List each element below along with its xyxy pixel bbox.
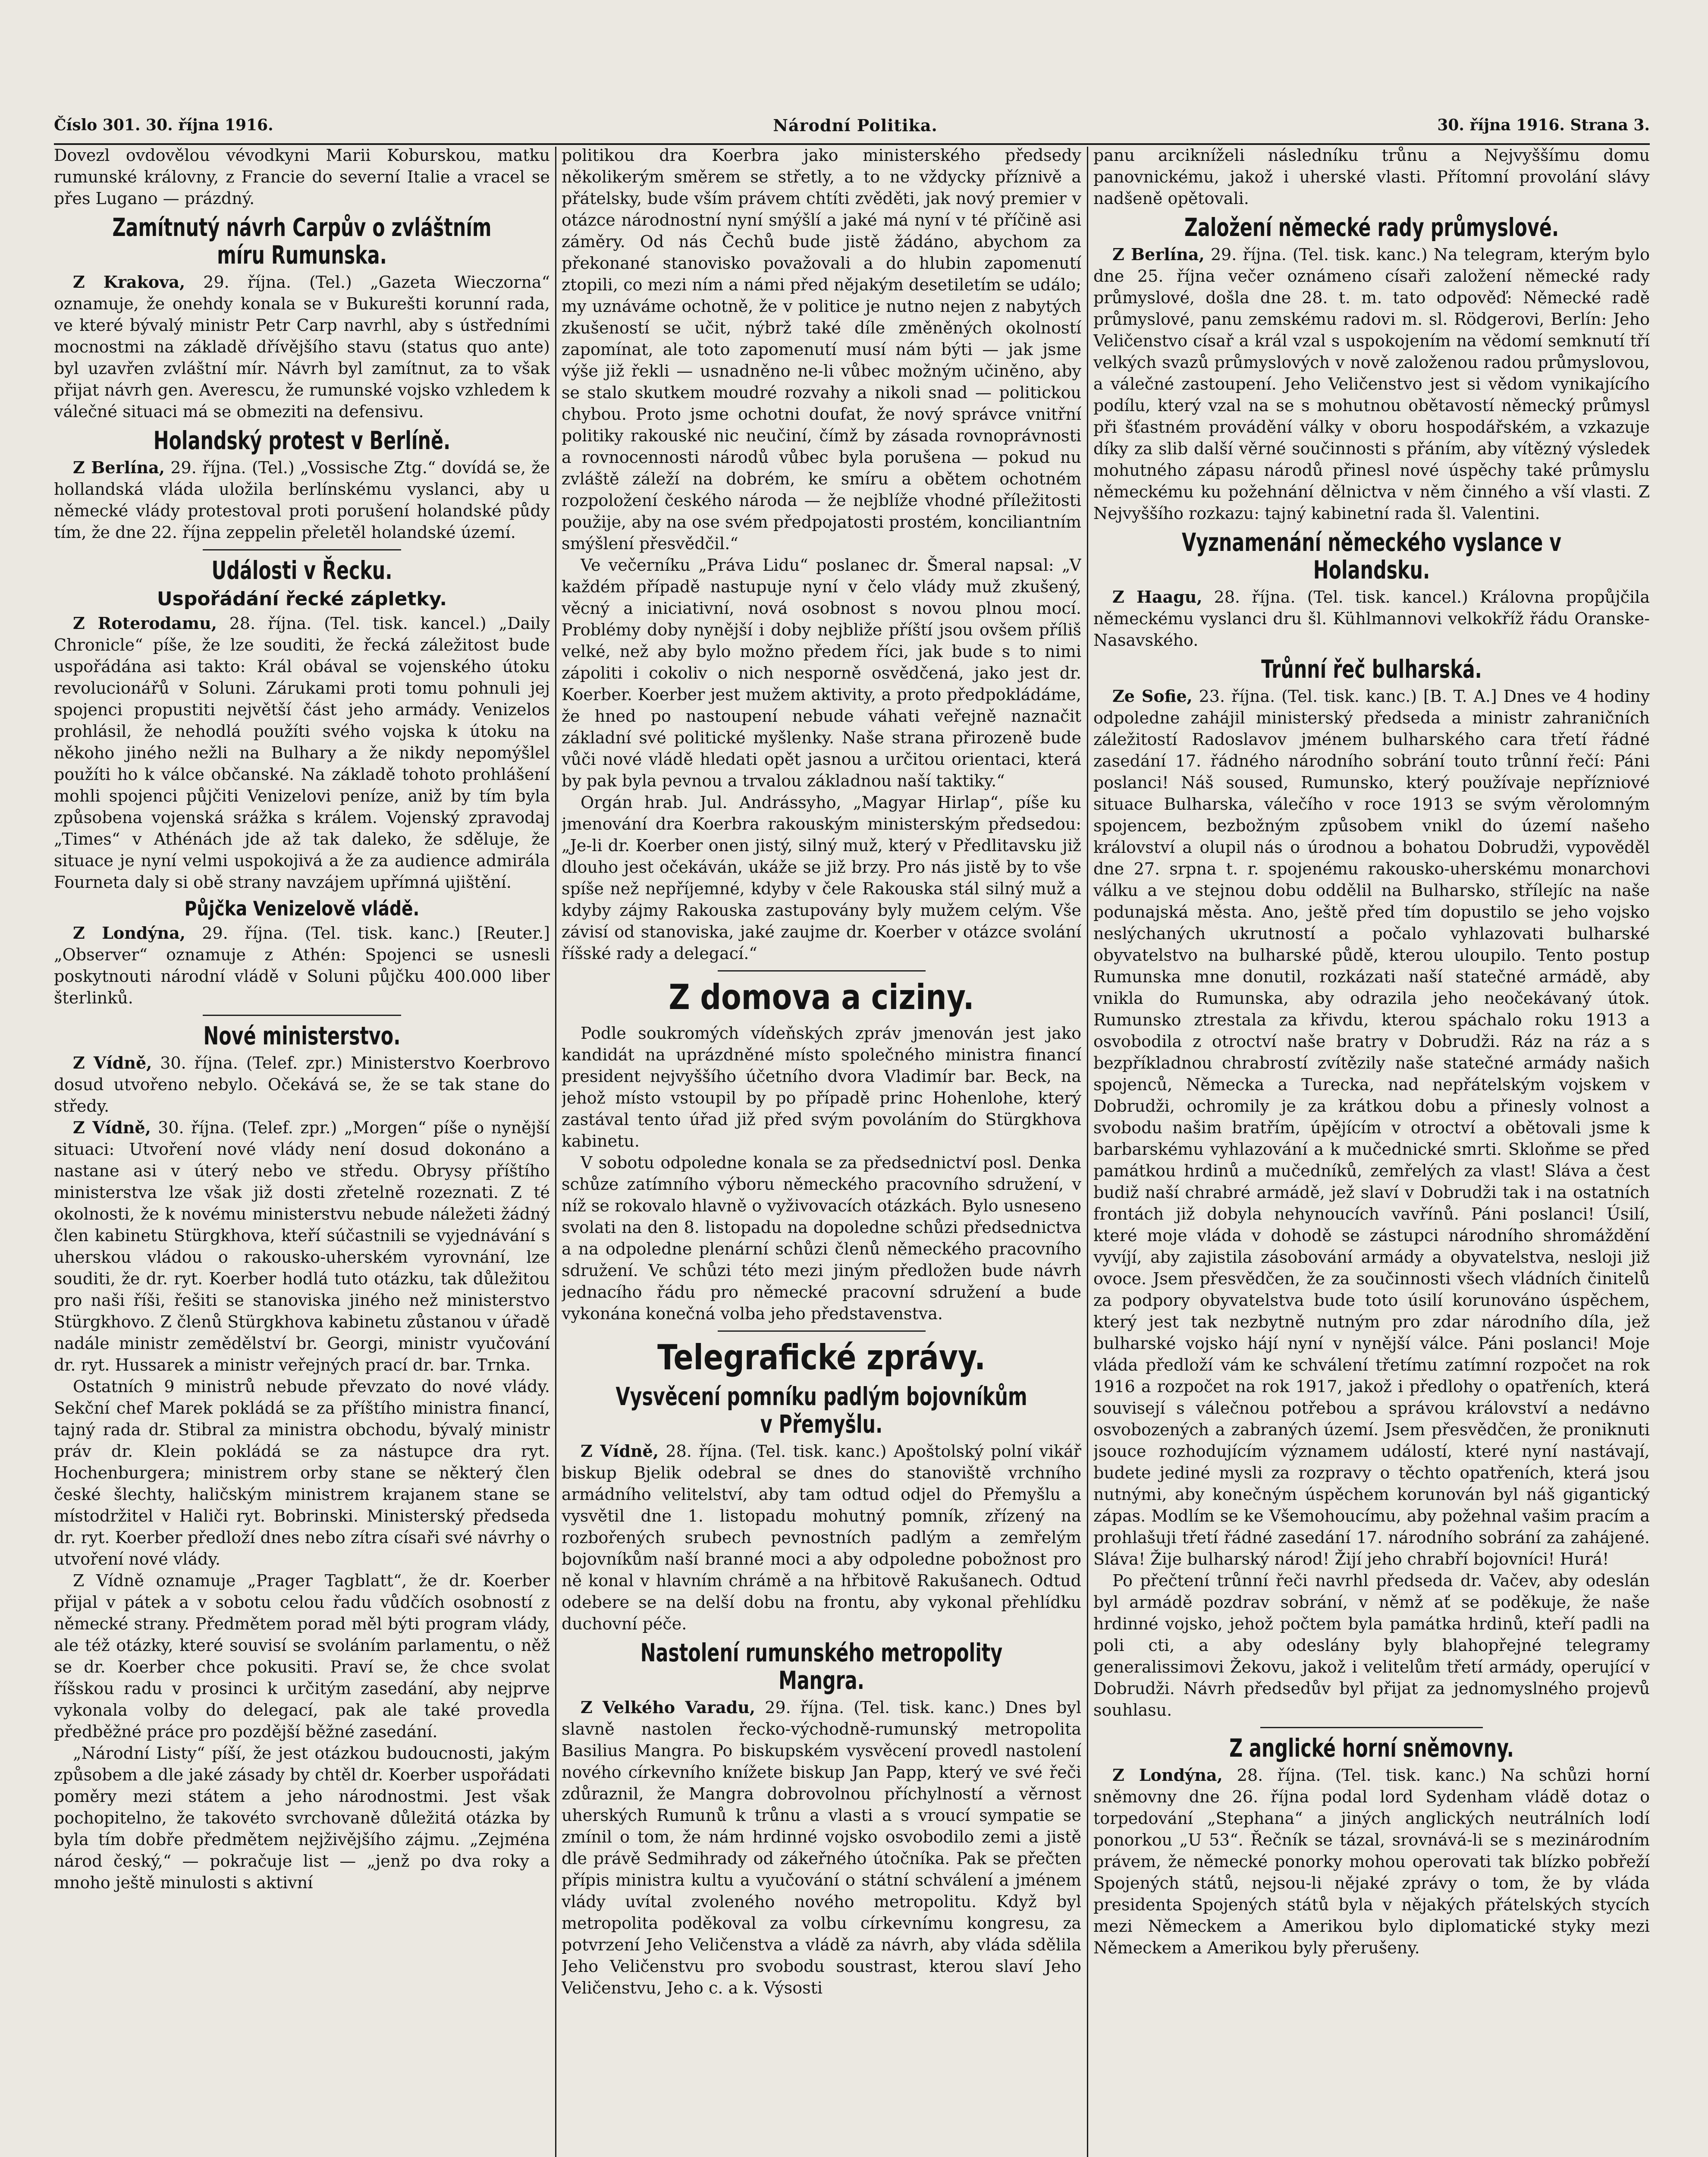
dateline: Z Londýna, xyxy=(73,923,186,943)
section-heading-telegraph: Telegrafické zprávy. xyxy=(657,1337,986,1377)
article-text: Po přečtení trůnní řeči navrhl předseda dr. Vačev, aby odeslán byl armádě pozdrav sobrání, v němž ať se poděkuje, že naše hrdinné vojsko, jehož počtem byla památka hrdinů, kteří padli na poli cti, a aby odeslány byly blahopřejné telegramy generalissimovi Žekovu, jakož i velitelům třetí armády, operující v Dobrudži. Návrh předsedův byl přijat za jednomyslného projevů souhlasu. xyxy=(1093,1571,1650,1720)
dateline: Z Roterodamu, xyxy=(73,613,217,633)
header-issue-date: Číslo 301. 30. října 1916. xyxy=(54,116,273,134)
page-header xyxy=(54,108,1650,142)
separator xyxy=(203,549,401,550)
article-text: Podle soukromých vídeňských zpráv jmenován jest jako kandidát na uprázdněné místo společného ministra financí president nejvyššího účetního dvora Vladimír bar. Beck, na jehož místo vstoupil by po případě princ Hohenlohe, který zastával tento úřad již před svým povoláním do Stürgkhova kabinetu. xyxy=(562,1024,1081,1151)
article-text: Ostatních 9 ministrů nebude převzato do nové vlády. Sekční chef Marek pokládá se za příštího ministra financí, tajný rada dr. Stibral za ministra obchodu, bývalý ministr práv dr. Klein pokládá se za nástupce dra ryt. Hochenburgera; ministrem orby stane se některý člen české šlechty, haličským ministrem krajanem stane se místodržitel v Haliči ryt. Bobrinski. Ministerský předseda dr. ryt. Koerber předloží dnes nebo zítra císaři své návrhy o utvoření nové vlády. xyxy=(54,1377,550,1569)
headline-industry-council: Založení německé rady průmyslové. xyxy=(1184,213,1559,242)
article-text: 28. října. (Tel. tisk. kancel.) „Daily Chronicle“ píše, že lze souditi, že řecká záležitost bude uspořádána asi takto: Král obával se vojenského útoku revolucionářů v Soluni. Zárukami proti tomu pohnuli jej spojenci propustiti největší část jeho armády. Venizelos prohlásil, že nehodlá použíti svého vojska k útoku na někoho jiného nežli na Bulhary a že nikdy nepomýšlel použíti ho k válce občanské. Na základě tohoto prohlášení mohli spojenci půjčiti Venizelovi peníze, aniž by tím byla způsobena vojenská srážka s králem. Vojenský zpravodaj „Times“ v Athénách jde až tak daleko, že sděluje, že situace je nyní velmi uspokojivá a že za audience admirála Fourneta daly si obě strany navzájem upřímná ujištění. xyxy=(54,614,550,892)
separator xyxy=(718,1330,926,1332)
headline-envoy: Vyznamenání německého vyslance v Holandsku. xyxy=(1181,528,1562,585)
headline-monument: Vysvěcení pomníku padlým bojovníkům v Přemyšlu. xyxy=(615,1382,1027,1439)
headline-metropolitan: Nastolení rumunského metropolity Mangra. xyxy=(640,1638,1003,1695)
dateline: Z Haagu, xyxy=(1112,587,1203,607)
article-text: Orgán hrab. Jul. Andrássyho, „Magyar Hirlap“, píše ku jmenování dra Koerbra rakouským ministerským předsedou: „Je-li dr. Koerber onen jistý, silný muž, který v Předlitavsku již dlouho jest očekáván, ukáže se již brzy. Pro nás jistě by to vše spíše než nepříjemné, kdyby v čele Rakouska stál silný muž a kdyby zájmy Rakouska zastupovány byly mužem celým. Vše závisí od stanoviska, jaké zaujme dr. Koerber v otázce svolání říšské rady a delegací.“ xyxy=(562,793,1081,963)
headline-bulgarian-speech: Trůnní řeč bulharská. xyxy=(1261,654,1482,684)
dateline: Z Krakova, xyxy=(73,272,185,292)
dateline: Z Velkého Varadu, xyxy=(581,1698,756,1717)
masthead-title: Národní Politika. xyxy=(773,115,938,135)
dateline: Z Vídně, xyxy=(73,1053,152,1072)
article-text: 29. října. (Tel. tisk. kanc.) Dnes byl slavně nastolen řecko-východně-rumunský metropolita Basilius Mangra. Po biskupském vysvěcení provedl nastolení nového církevního knížete biskup Jan Papp, který ve své řeči zdůraznil, že Mangra dobrovolnou příchylností a věrnost uherských Rumunů k trůnu a vlasti a s vroucí sympatie se zmínil o tom, že nám hrdinné vojsko osvobodilo zemi a jistě dle právě Sedmihrady od zákeřného útočníka. Pak se přečten přípis ministra kultu a vyučování o státní schválení a jménem vlády uvítal zvoleného nového metropolitu. Když byl metropolita poděkoval za volbu církevnímu kongresu, za potvrzení Jeho Veličenstva a vládě za návrh, aby vláda sdělila Jeho Veličenstvu pro svobodu soustrast, kterou slaví Jeho Veličenstvu, Jeho c. a k. Výsosti xyxy=(562,1698,1081,1997)
headline-greece: Události v Řecku. xyxy=(211,556,392,585)
dateline: Z Londýna, xyxy=(1112,1765,1223,1785)
article-text: 28. října. (Tel. tisk. kancel.) Královna propůjčila německému vyslanci dru šl. Kühlmannovi velkokříž řádu Oranske-Nasavského. xyxy=(1093,588,1650,650)
dateline: Z Vídně, xyxy=(73,1118,151,1137)
article-text: panu arcikníželi následníku trůnu a Nejvyššímu domu panovnickému, jakož i uherské vlasti. Přítomní provolání slávy nadšeně opětovali. xyxy=(1093,146,1650,208)
separator xyxy=(203,1015,401,1016)
headline-loan: Půjčka Venizelově vládě. xyxy=(184,897,420,920)
dateline: Z Berlína, xyxy=(1112,245,1205,264)
header-page-number: 30. října 1916. Strana 3. xyxy=(1437,116,1650,134)
headline-ministry: Nové ministerstvo. xyxy=(203,1021,401,1050)
column-divider-1 xyxy=(555,147,556,2157)
article-text: 29. října. (Tel.) „Vossische Ztg.“ dovídá se, že hollandská vláda uložila berlínskému vyslanci, aby u německé vlády protestoval proti porušení holandské půdy tím, že dne 22. října zeppelin přeletěl holandské území. xyxy=(54,458,550,542)
article-text: 28. října. (Tel. tisk. kanc.) Na schůzi horní sněmovny dne 26. října podal lord Sydenham vládě dotaz o torpedování „Stephana“ a jiných anglických neutrálních lodí ponorkou „U 53“. Řečník se tázal, srovnává-li se s mezinárodním právem, že německé ponorky mohou operovati tak blízko pobřeží Spojených států, nejsou-li nějaké zprávy o tom, že by vláda presidenta Spojených států byla v nějakých přátelských stycích mezi Německem a Amerikou bylo diplomatické styky mezi Německem a Amerikou byly přerušeny. xyxy=(1093,1766,1650,1957)
dateline: Z Berlína, xyxy=(73,458,165,477)
dateline: Z Vídně, xyxy=(581,1441,659,1461)
article-text: politikou dra Koerbra jako ministerského předsedy několikerým směrem se střetly, a to ne vždycky příznivě a přátelsky, bude vším právem chtíti zvěděti, jak nový premier v otázce národnostní nyní smýšlí a jaké má nyní v té příčině asi záměry. Od nás Čechů bude jistě žádáno, abychom za překonané stanovisko považovali a do hlubin zapomenutí ztopili, co mezi ním a námi před nějakým desetiletím se událo; my uznáváme ochotně, že v politice je nutno nejen z nabytých zkušeností se učit, nýbrž také díle změněných okolností zapomínat, ale toto zapomenutí musí nám býti — jak jsme výše již řekli — usnadněno ne-li vůbec možným učiněno, aby se stalo skutkem moudré rozvahy a nikoli snad — politickou chybou. Proto jsme ochotni doufat, že nový správce vnitřní politiky rakouské nic neučiní, čímž by zásada rovnoprávnosti a rovnocennosti národů vůbec byla porušena — pokud nu zvláště záleží na dobrém, ke smíru a obětem ochotném rozpoložení českého národa — že nejblíže vhodné příležitosti použije, aby na ose svém předpojatosti prostém, konciliantním smýšlení přesvědčil.“ xyxy=(562,146,1081,553)
article-text: V sobotu odpoledne konala se za předsednictví posl. Denka schůze zatímního výboru německého pracovního sdružení, v níž se rokovalo hlavně o vyživovacích otázkách. Bylo usneseno svolati na den 8. listopadu na dopoledne schůzi předsednictva a na odpoledne plenární schůzi členů německého pracovního sdružení. Ve schůzi této mezi jiným předložen bude návrh jednacího řádu pro německé pracovní sdružení a bude vykonána konečná volba jeho představenstva. xyxy=(562,1153,1081,1323)
article-text: 23. října. (Tel. tisk. kanc.) [B. T. A.] Dnes ve 4 hodiny odpoledne zahájil ministerský předseda a ministr zahraničních záležitostí Radoslavov jménem bulharského cara třetí řádné zasedání 17. řádného národního sobrání touto trůnní řečí: Páni poslanci! Náš soused, Rumunsko, který používaje nepřízniové situace Bulharska, válečího v roce 1913 se svým věrolomným spojencem, bezbožným způsobem vnikl do území našeho království a olupil nás o úrodnou a bohatou Dobrudži, vypověděl dne 27. srpna t. r. spojenému rakousko-uherskému monarchovi válku a ve stejnou dobu oddělil na Bulharsko, střílejíc na naše podunajská města. Ano, ještě před tím dopustilo se jeho vojsko neslýchaných ukrutností a počalo vyhlazovati bulharské obyvatelstvo na bulharské půdě, kterou uloupilo. Tento postup Rumunska mne donutil, rozkázati naší statečné armádě, aby vnikla do Rumunska, aby odrazila jeho neočekávaný útok. Rumunsko ztrestala za křivdu, kterou spáchalo roku 1913 a osvobodila z otroctví naše bratry v Dobrudži. Ráz na ráz a s bezpříkladnou chrabrostí zvítězily naše statečné armády našich spojenců, Německa a Turecka, nad nepřátelským vojskem v Dobrudži, ochromily je za krátkou dobu a přinesly volnost a svobodu našim bratřím, úpějícím v otroctví a obětovali jsme k barbarskému vyhlazování a k mučednické smrti. Skloňme se před památkou hrdinů a mučedníků, zemřelých za vlast! Sláva a čest budiž naší chrabré armádě, jež slaví v Dobrudži tak i na ostatních frontách již dobyla nehynoucích vavřínů. Páni poslanci! Úsilí, které moje vláda v dohodě se zástupci národního shromáždění vyvíjí, aby zajistila zásobování armády a obyvatelstva, nesloji již ovoce. Jsem přesvědčen, že za součinnosti všech vládních činitelů za podpory obyvatelstva bude toto úsilí korunováno úspěchem, který jest tak nezbytně nutným pro zdar národního díla, jež bulharské vojsko hájí nyní v nynější válce. Páni poslanci! Moje vláda předloží vám ke schválení třetímu zatímní rozpočet na rok 1916 a rozpočet na rok 1917, jakož i předlohy o opatřeních, která souvisejí s válečnou potřebou a správou království a nedávno osvobozených a zabraných území. Jsem přesvědčen, že proniknuti jsouce rozhodujícím významem událostí, které nyní nastávají, budete jediné mysli za rozpravy o těchto opatřeních, která jsou nutnými, aby konečným úspěchem korunován byl náš gigantický zápas. Modlím se ke Všemohoucímu, aby požehnal vašim pracím a prohlašuji třetí řádné zasedání 17. národního sobrání za zahájené. Sláva! Žije bulharský národ! Žijí jeho chrabří bojovníci! Hurá! xyxy=(1093,687,1650,1569)
article-text: 29. října. (Tel. tisk. kanc.) [Reuter.] „Observer“ oznamuje z Athén: Spojenci se usnesli poskytnouti národní vládě v Soluni půjčku 400.000 liber šterlinků. xyxy=(54,924,550,1007)
section-heading-domestic: Z domova a ciziny. xyxy=(669,977,974,1017)
column-divider-2 xyxy=(1087,147,1088,2157)
column-2 xyxy=(562,145,1081,2157)
column-1 xyxy=(54,145,550,2157)
dateline: Ze Sofie, xyxy=(1112,686,1193,706)
article-text: Z Vídně oznamuje „Prager Tagblatt“, že dr. Koerber přijal v pátek a v sobotu celou řadu vůdčích osobností z německé strany. Předmětem porad měl býti program vlády, ale též otázky, které souvisí se svoláním parlamentu, o něž se dr. Koerber chce pokusiti. Praví se, že chce svolat říšskou radu v prosinci k určitým zasedání, aby nejprve vykonala volby do delegací, pak ale také provedla předběžné práce pro pozdější běžné zasedání. xyxy=(54,1571,550,1741)
separator xyxy=(1260,1727,1483,1728)
headline-carp: Zamítnutý návrh Carpův o zvláštním míru Rumunska. xyxy=(112,213,492,270)
headline-holland: Holandský protest v Berlíně. xyxy=(153,426,451,455)
article-text: 29. října. (Tel. tisk. kanc.) Na telegram, kterým bylo dne 25. října večer oznámeno císaři založení německé rady průmyslové, došla dne 28. t. m. tato odpověď: Německé radě průmyslové, panu zemskému radovi m. sl. Rödgerovi, Berlín: Jeho Veličenstvo císař a král vzal s uspokojením na vědomí semknutí tří velkých svazů průmyslových v nově založenou radou průmyslovou, a válečné zastoupení. Jeho Veličenstvo jest si vědom vynikajícího podílu, který vzal na se s mohutnou obětavostí německý průmysl při šťastném provádění války v oboru hospodářském, a vzkazuje díky za slib další věrné součinnosti s přáním, aby vítězný výsledek mohutného zápasu národů přinesl nové úspěchy také průmyslu německému ku požehnání dělnictva v něm činného a vší vlasti. Z Nejvyššího rozkazu: tajný kabinetní rada šl. Valentini. xyxy=(1093,245,1650,523)
subheadline-greece: Uspořádání řecké zápletky. xyxy=(157,588,447,610)
headline-house-of-lords: Z anglické horní sněmovny. xyxy=(1229,1733,1514,1763)
article-text: „Národní Listy“ píší, že jest otázkou budoucnosti, jakým způsobem a dle jaké zásady by chtěl dr. Koerber uspořádati poměry mezi státem a jeho národnostmi. Jest však pochopitelno, že takovéto svrchovaně důležitá otázka by byla tím dobře předmětem nejživějšího zájmu. „Zejména národ český,“ — pokračuje list — „jenž po dva roky a mnoho ještě minulosti s aktivní xyxy=(54,1744,550,1892)
article-text: 29. října. (Tel.) „Gazeta Wieczorna“ oznamuje, že onehdy konala se v Bukurešti korunní rada, ve které bývalý ministr Petr Carp navrhl, aby s ústředními mocnostmi na základě dřívějšího stavu (status quo ante) byl uzavřen zvláštní mír. Návrh byl zamítnut, za to však přijat návrh gen. Averescu, že rumunské vojsko vzhledem k válečné situaci má se obmeziti na defensivu. xyxy=(54,273,550,421)
article-text: 28. října. (Tel. tisk. kanc.) Apoštolský polní vikář biskup Bjelik odebral se dnes do stanoviště vrchního armádního velitelství, aby tam odtud odjel do Přemyšlu a vysvětil dne 1. listopadu mohutný pomník, zřízený na rozbořených srubech pevnostních padlým a zemřelým bojovníkům naší branné moci a aby odpoledne pobožnost pro ně konal v hlavním chrámě a na hřbitově Rakušanech. Odtud odebere se na delší dobu na frontu, aby vykonal přehlídku duchovní péče. xyxy=(562,1442,1081,1633)
article-text: 30. října. (Telef. zpr.) „Morgen“ píše o nynější situaci: Utvoření nové vlády není dosud dokonáno a nastane asi v úterý nebo ve středu. Obrysy příštího ministerstva lze však již dosti zřetelně rozeznati. Z té okolnosti, že k novému ministerstvu nebude náležeti žádný člen kabinetu Stürgkhova, kteří súčastnili se vyjednávání s uherskou vládou o rakousko-uherském vyrovnání, lze souditi, že dr. ryt. Koerber hodlá tuto otázku, tak důležitou pro naši říši, řešiti se stanoviska jiného než ministerstvo Stürgkhovo. Z členů Stürgkhova kabinetu zůstanou v úřadě nadále ministr zemědělství br. Georgi, ministr vyučování dr. ryt. Hussarek a ministr veřejných prací dr. bar. Trnka. xyxy=(54,1118,550,1374)
article-text: Dovezl ovdovělou vévodkyni Marii Koburskou, matku rumunské královny, z Francie do severní Italie a vracel se přes Lugano — prázdný. xyxy=(54,146,550,208)
column-3 xyxy=(1093,145,1650,2157)
separator xyxy=(718,970,926,972)
article-text: 30. října. (Telef. zpr.) Ministerstvo Koerbrovo dosud utvořeno nebylo. Očekává se, že se tak stane do středy. xyxy=(54,1053,550,1116)
article-text: Ve večerníku „Práva Lidu“ poslanec dr. Šmeral napsal: „V každém případě nastupuje nyní v čelo vlády muž zkušený, věcný a iniciativní, nová osobnost s novou plnou mocí. Problémy doby nynější i doby nejbliže příští jsou ovšem příliš velké, než aby bylo možno předem říci, jak bude s to nimi zápoliti i cokoliv o nich nesporně osvědčená, jako jest dr. Koerber. Koerber jest mužem aktivity, a proto předpokládáme, že hned po nastoupení nebude váhati veřejně naznačit základní své politické myšlenky. Naše strana přirozeně bude vůči nové vládě hledati opět jasnou a určitou orientaci, která by pak byla pevnou a trvalou základnou naší taktiky.“ xyxy=(562,556,1081,790)
